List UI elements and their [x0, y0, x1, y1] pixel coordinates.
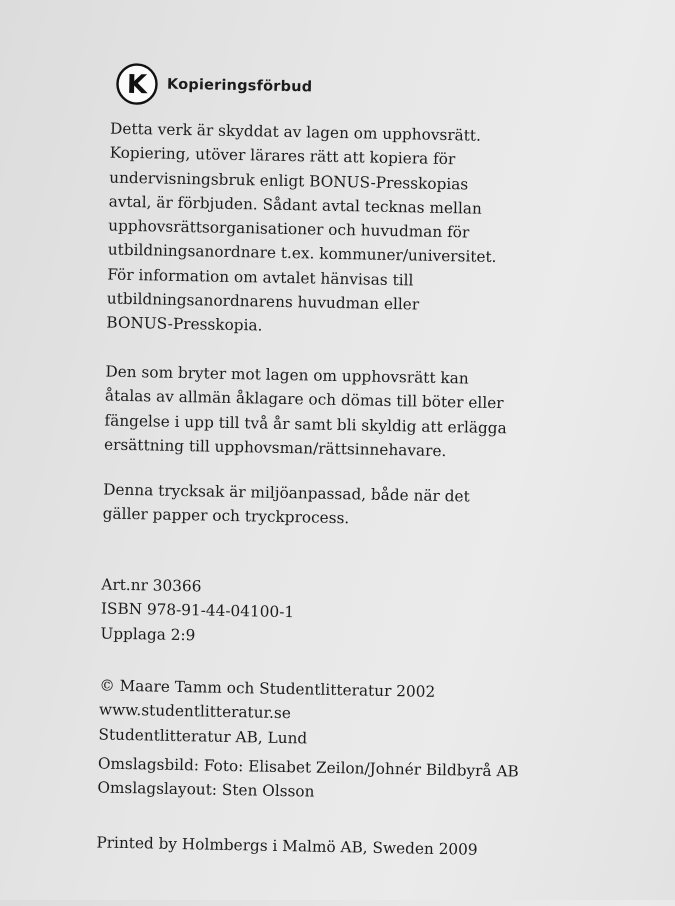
text-line: Kopiering, utöver lärares rätt att kopiera för — [109, 143, 456, 169]
printer-info — [96, 830, 536, 863]
copyright-notice-paragraph — [106, 117, 550, 344]
k-circle-icon — [115, 62, 160, 107]
text-line: upphovsrättsorganisationer och huvudman för — [108, 216, 470, 242]
text-line: Detta verk är skyddat av lagen om upphovsrätt. — [109, 119, 482, 145]
text-line: Denna trycksak är miljöanpassad, både när det — [103, 480, 470, 506]
text-line: fängelse i upp till två år samt bli skyldig att erlägga — [104, 411, 507, 437]
copyright-line: © Maare Tamm och Studentlitteratur 2002 — [99, 676, 436, 701]
text-line: gäller papper och tryckprocess. — [102, 504, 350, 528]
environment-paragraph — [102, 478, 543, 535]
text-line: utbildningsanordnare t.ex. kommuner/universitet. — [107, 241, 497, 267]
printed-by: Printed by Holmbergs i Malmö AB, Sweden 2009 — [96, 833, 478, 859]
text-line: Den som bryter mot lagen om upphovsrätt kan — [105, 362, 469, 388]
text-line: För information om avtalet hänvisas till — [107, 265, 414, 290]
penalty-paragraph — [104, 360, 546, 466]
cover-credits — [97, 751, 538, 808]
header-title: Kopieringsförbud — [166, 76, 313, 96]
edition: Upplaga 2:9 — [100, 624, 196, 644]
text-line: avtal, är förbjuden. Sådant avtal tecknas mellan — [108, 192, 482, 218]
k-logo-letter: K — [126, 69, 148, 101]
text-line: ersättning till upphovsman/rättsinnehavare. — [103, 435, 447, 460]
text-line: utbildningsanordnarens huvudman eller — [106, 289, 420, 314]
copy-prohibition-header — [115, 62, 313, 110]
cover-photo-credit: Omslagsbild: Foto: Elisabet Zeilon/Johnér Bildbyrå AB — [97, 754, 519, 781]
article-number: Art.nr 30366 — [101, 575, 202, 596]
text-line: undervisningsbruk enligt BONUS-Presskopias — [109, 168, 469, 194]
text-line: åtalas av allmän åklagare och dömas till böter eller — [104, 386, 504, 413]
publisher-website: www.studentlitteratur.se — [98, 700, 292, 723]
cover-layout-credit: Omslagslayout: Sten Olsson — [97, 778, 315, 801]
article-info — [100, 572, 541, 653]
publisher-name: Studentlitteratur AB, Lund — [98, 725, 308, 748]
isbn: ISBN 978-91-44-04100-1 — [100, 599, 295, 622]
publisher-info — [98, 673, 539, 754]
text-line: BONUS-Presskopia. — [106, 313, 263, 335]
